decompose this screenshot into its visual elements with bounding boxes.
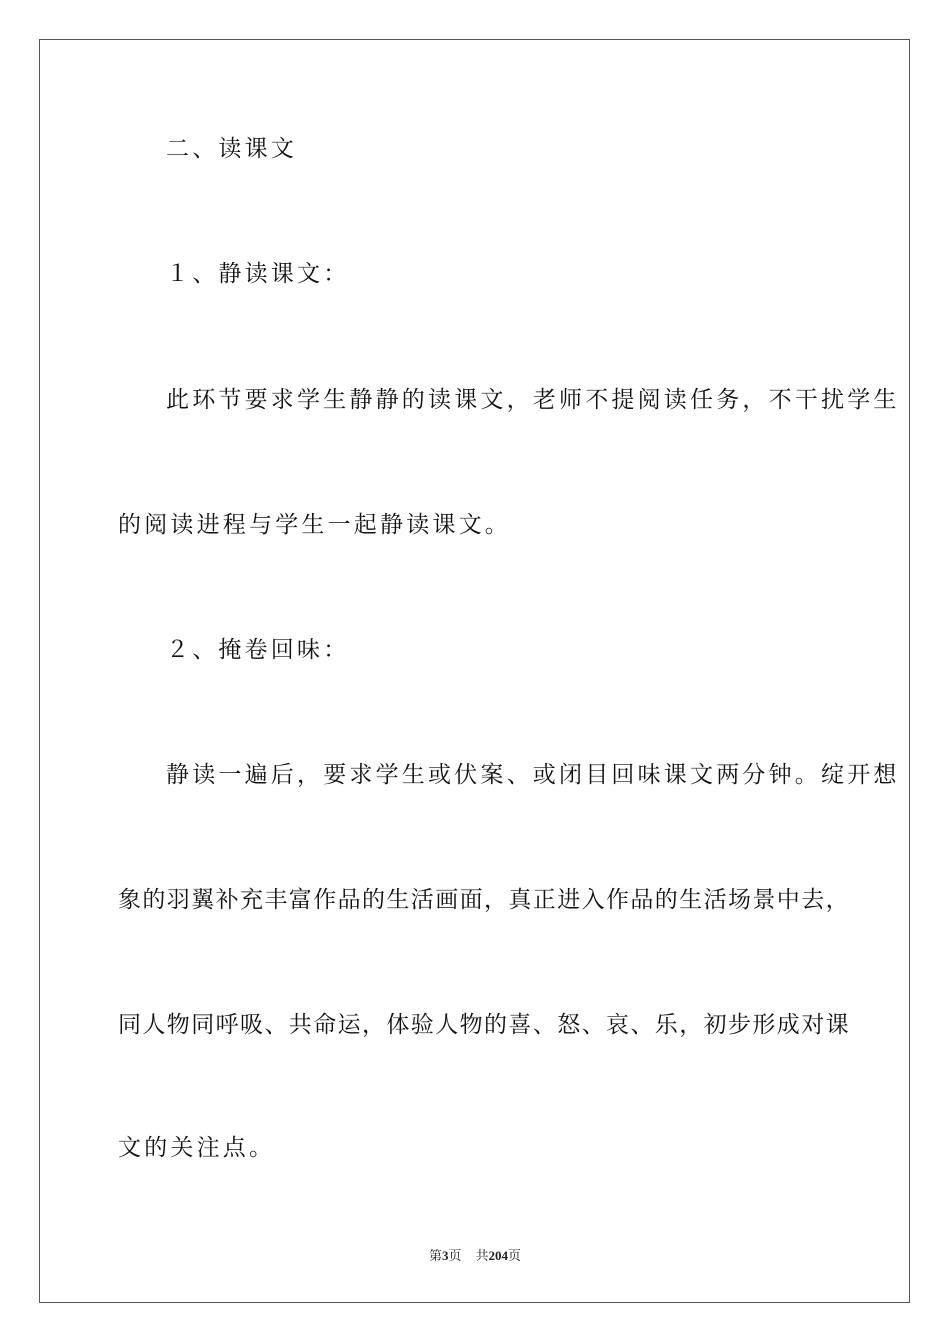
page-border bbox=[39, 39, 910, 1303]
paragraph-2-line-4: 文的关注点。 bbox=[118, 1135, 276, 1161]
footer-page-number: 3 bbox=[441, 1248, 449, 1263]
step-1-title: １、静读课文： bbox=[166, 261, 350, 287]
paragraph-2-line-3: 同人物同呼吸、共命运，体验人物的喜、怒、哀、乐，初步形成对课 bbox=[118, 1012, 850, 1038]
footer-total-prefix: 共 bbox=[475, 1248, 489, 1263]
page-footer bbox=[0, 1247, 950, 1265]
paragraph-1-line-2: 的阅读进程与学生一起静读课文。 bbox=[118, 512, 511, 538]
paragraph-2-line-1: 静读一遍后，要求学生或伏案、或闭目回味课文两分钟。绽开想 bbox=[166, 762, 900, 788]
footer-total-suffix: 页 bbox=[508, 1248, 522, 1263]
paragraph-1-line-1: 此环节要求学生静静的读课文，老师不提阅读任务，不干扰学生 bbox=[166, 387, 900, 413]
step-2-title: ２、掩卷回味： bbox=[166, 637, 350, 663]
section-heading: 二、读课文 bbox=[166, 136, 297, 162]
footer-page-prefix: 第 bbox=[428, 1248, 442, 1263]
paragraph-2-line-2: 象的羽翼补充丰富作品的生活画面，真正进入作品的生活场景中去， bbox=[118, 887, 850, 913]
footer-total-pages: 204 bbox=[488, 1248, 509, 1263]
footer-page-suffix: 页 bbox=[448, 1248, 462, 1263]
